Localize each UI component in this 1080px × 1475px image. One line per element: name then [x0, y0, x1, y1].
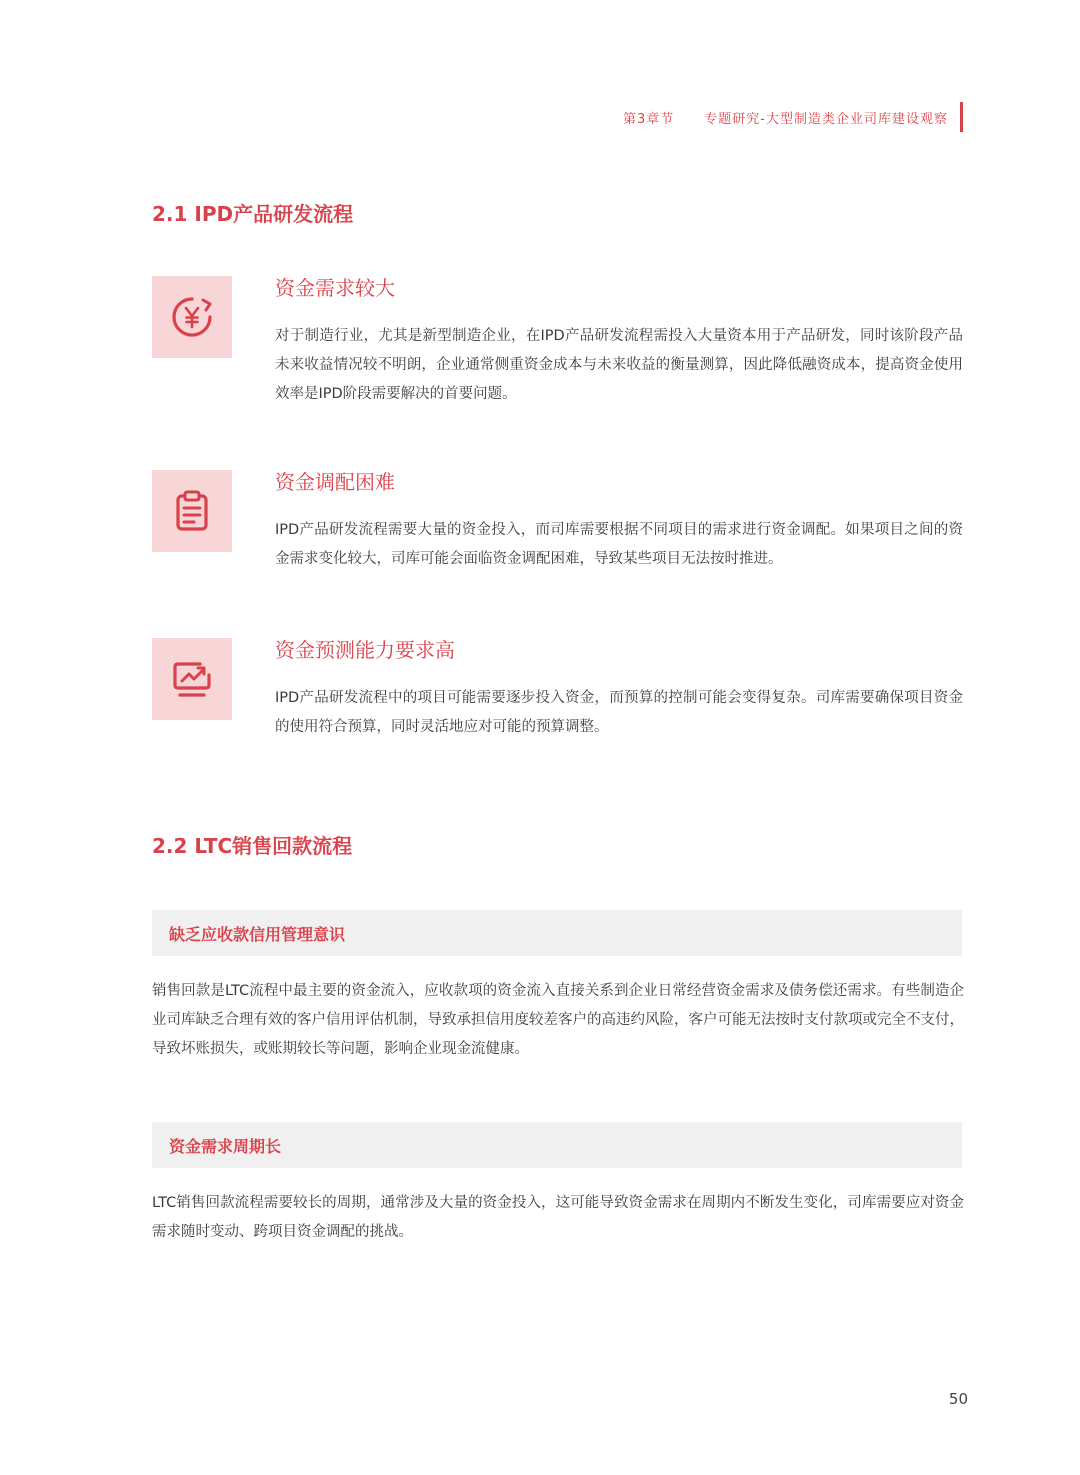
feature-body: IPD产品研发流程需要大量的资金投入，而司库需要根据不同项目的需求进行资金调配。如果项目之间的资金需求变化较大，司库可能会面临资金调配困难，导致某些项目无法按时推进。: [275, 522, 963, 567]
feature-title: 资金调配困难: [275, 470, 395, 494]
subheading-text: 缺乏应收款信用管理意识: [169, 924, 346, 944]
clipboard-icon: [172, 489, 212, 533]
paragraph: LTC销售回款流程需要较长的周期，通常涉及大量的资金投入，这可能导致资金需求在周期内不断发生变化，司库需要应对资金需求随时变动、跨项目资金调配的挑战。: [152, 1195, 964, 1240]
subheading-bar: [152, 910, 962, 956]
feature-icon-box: [152, 470, 232, 552]
feature-body: 对于制造行业，尤其是新型制造企业，在IPD产品研发流程需投入大量资本用于产品研发，同时该阶段产品未来收益情况较不明朗，企业通常侧重资金成本与未来收益的衡量测算，因此降低融资成本，提高资金使用效率是IPD阶段需要解决的首要问题。: [275, 328, 963, 402]
subheading-text: 资金需求周期长: [169, 1136, 282, 1156]
feature-title: 资金需求较大: [275, 276, 395, 300]
yen-cycle-icon: [170, 295, 214, 339]
feature-title: 资金预测能力要求高: [275, 638, 455, 662]
page-number: 50: [948, 1390, 968, 1408]
feature-icon-box: [152, 638, 232, 720]
feature-body: IPD产品研发流程中的项目可能需要逐步投入资金，而预算的控制可能会变得复杂。司库需要确保项目资金的使用符合预算，同时灵活地应对可能的预算调整。: [275, 690, 963, 735]
chapter-label: 第3章节: [623, 111, 675, 127]
subheading-bar: [152, 1122, 962, 1168]
feature-icon-box: [152, 276, 232, 358]
section-title-ltc: 2.2 LTC销售回款流程: [152, 834, 353, 858]
header-title: 专题研究-大型制造类企业司库建设观察: [704, 111, 948, 127]
paragraph: 销售回款是LTC流程中最主要的资金流入，应收款项的资金流入直接关系到企业日常经营资金需求及债务偿还需求。有些制造企业司库缺乏合理有效的客户信用评估机制，导致承担信用度较差客户的高违约风险，客户可能无法按时支付款项或完全不支付，导致坏账损失，或账期较长等问题，影响企业现金流健康。: [152, 983, 964, 1057]
running-header: [623, 100, 948, 134]
trend-chart-icon: [170, 659, 214, 699]
section-title-ipd: 2.1 IPD产品研发流程: [152, 202, 354, 226]
header-divider: [960, 102, 963, 132]
